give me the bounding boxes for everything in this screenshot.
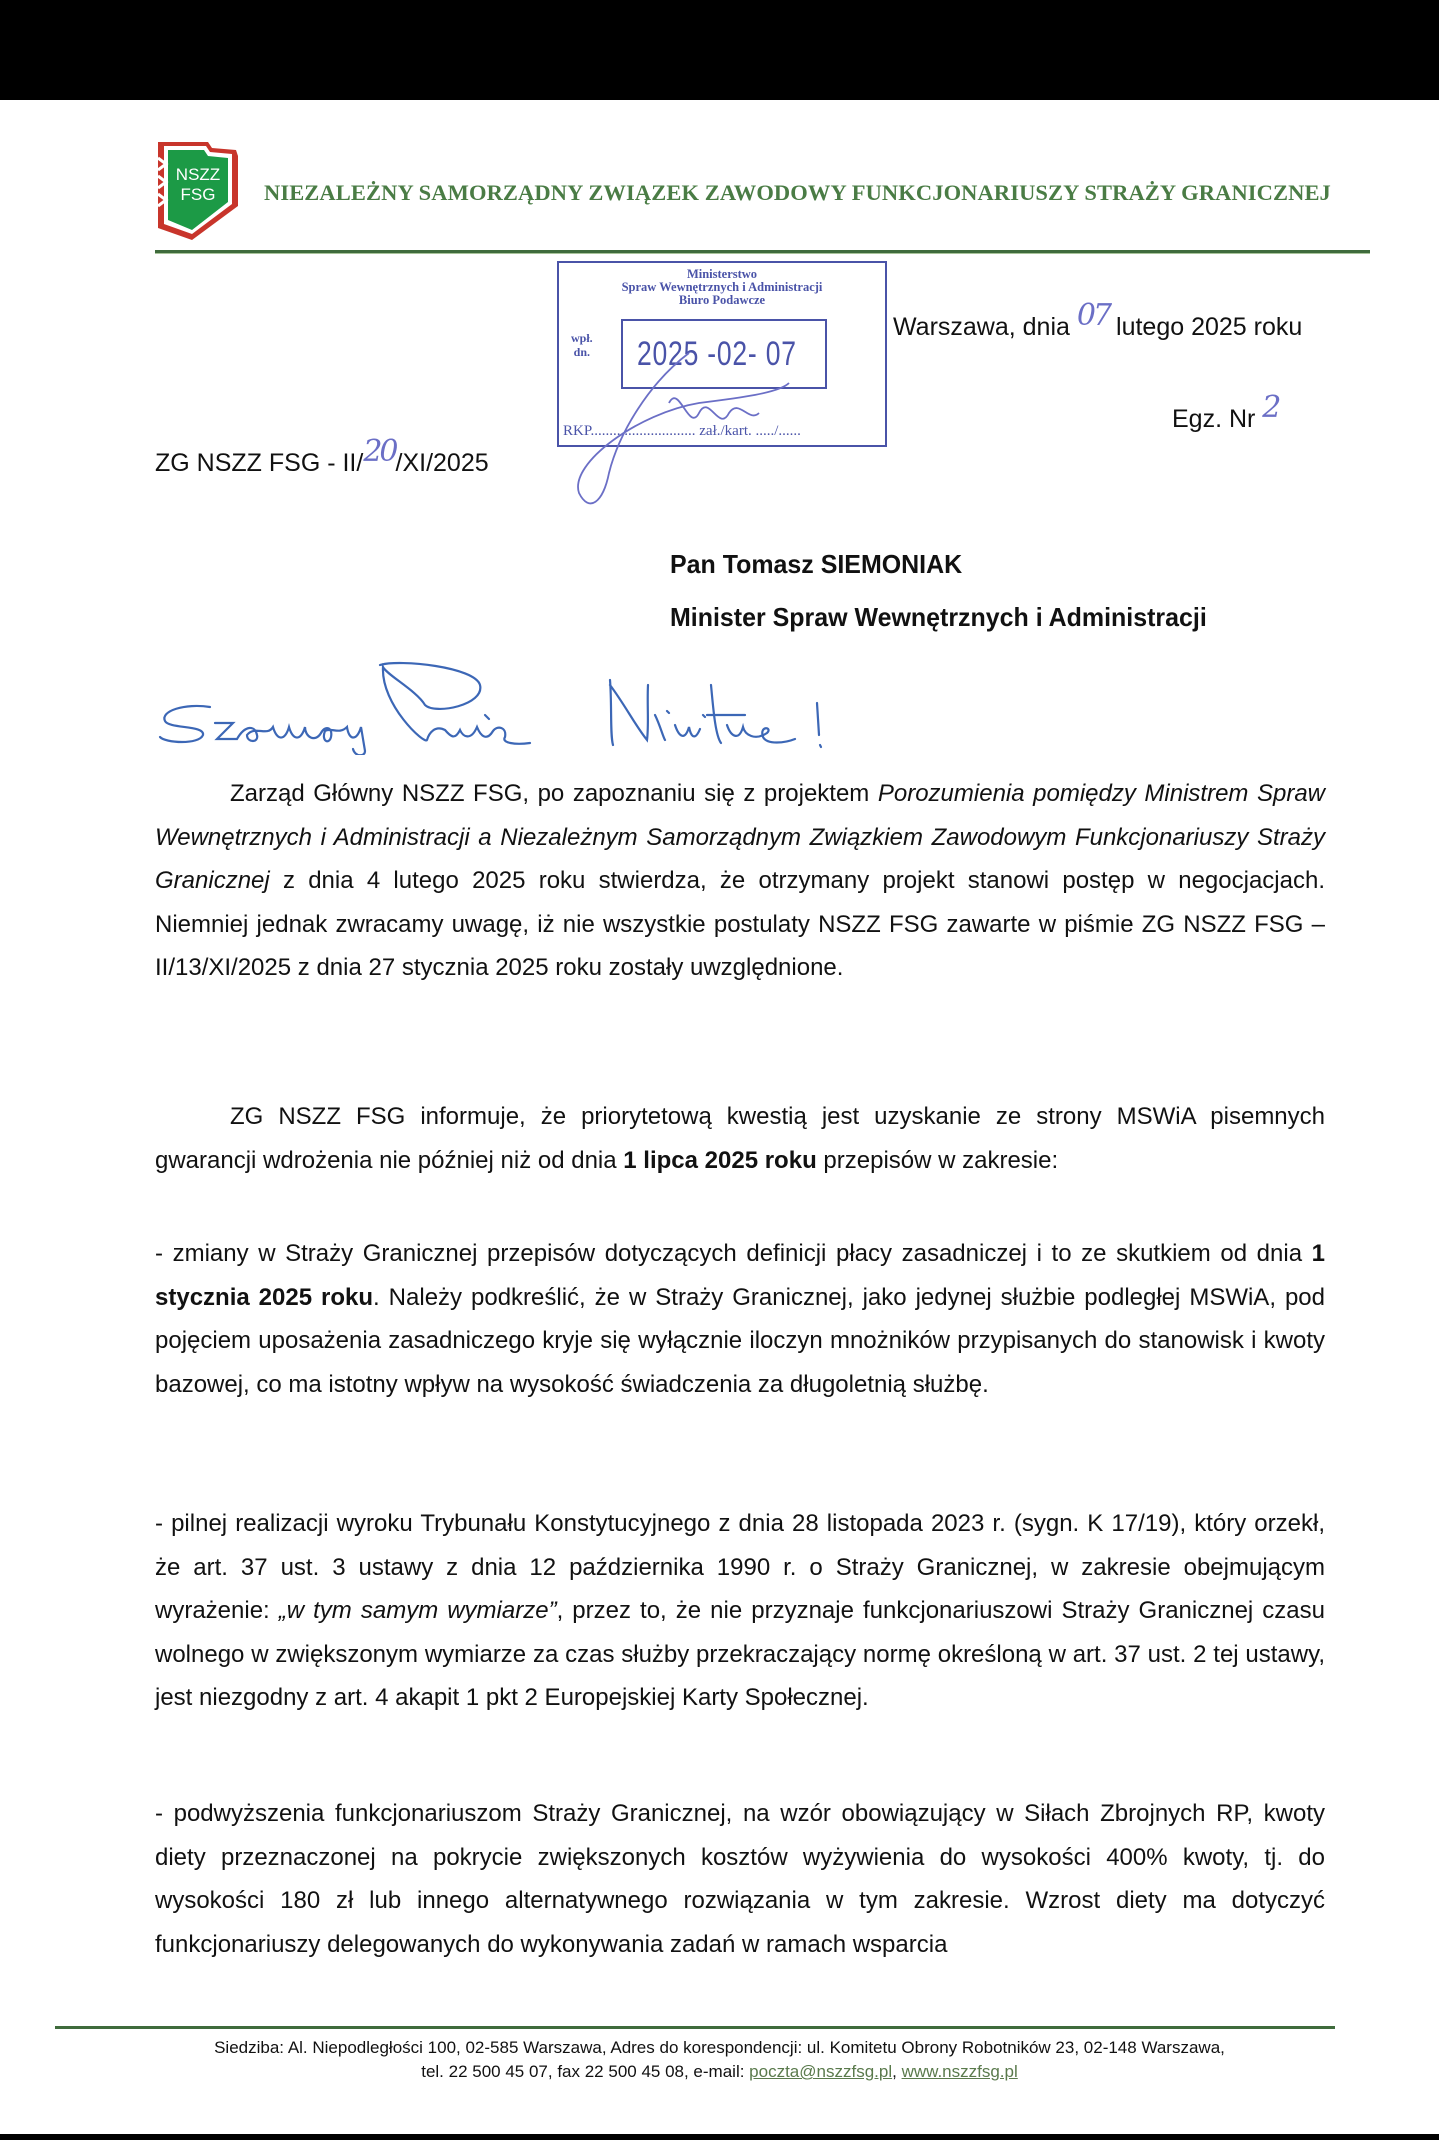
svg-text:NSZZ: NSZZ <box>175 165 221 184</box>
place-and-date: Warszawa, dnia 07 lutego 2025 roku <box>893 298 1303 341</box>
copy-number: Egz. Nr 2 <box>1172 390 1279 433</box>
reference-number: ZG NSZZ FSG - II/20/XI/2025 <box>155 434 489 477</box>
handwritten-ref-number: 20 <box>363 434 396 469</box>
paragraph-point-salary-definition: - zmiany w Straży Granicznej przepisów dotyczących definicji płacy zasadniczej i to ze skutkiem od dnia 1 stycznia 2025 roku. Należy podkreślić, że w Straży Granicznej, jako jedynej służbie podległej MSWiA, pod pojęciem uposażenia zasadniczego kryje się wyłącznie iloczyn mnożników przypisanych do stanowisk i kwoty bazowej, co ma istotny wpływ na wysokość świadczenia za długoletnią służbę. <box>155 1240 1325 1398</box>
nszz-fsg-logo-icon <box>152 138 248 244</box>
scan-bottom-border <box>0 2134 1439 2140</box>
paragraph-point-tribunal-ruling: - pilnej realizacji wyroku Trybunału Konstytucyjnego z dnia 28 listopada 2023 r. (sygn. K 17/19), który orzekł, że art. 37 ust. 3 ustawy z dnia 12 października 1990 r. o Straży Granicznej, w zakresie obejmującym wyrażenie: „w tym samym wymiarze”, przez to, że nie przyznaje funkcjonariuszowi Straży Granicznej czasu wolnego w zwiększonym wymiarze za czas służby przekraczający normę określoną w art. 37 ust. 2 tej ustawy, jest niezgodny z art. 4 akapit 1 pkt 2 Europejskiej Karty Społecznej. <box>155 1510 1325 1711</box>
handwritten-salutation <box>155 645 1155 755</box>
paragraph-intro: Zarząd Główny NSZZ FSG, po zapoznaniu się z projektem Porozumienia pomiędzy Ministrem Spraw Wewnętrznych i Administracji a Niezależnym Samorządnym Związkiem Zawodowym Funkcjonariuszy Straży Granicznej z dnia 4 lutego 2025 roku stwierdza, że otrzymany projekt stanowi postęp w negocjacjach. Niemniej jednak zwracamy uwagę, iż nie wszystkie postulaty NSZZ FSG zawarte w piśmie ZG NSZZ FSG – II/13/XI/2025 z dnia 27 stycznia 2025 roku zostały uwzględnione. <box>155 780 1325 981</box>
stamp-ministry: Ministerstwo <box>686 267 758 281</box>
receipt-stamp <box>557 261 887 447</box>
scan-top-border <box>0 0 1439 100</box>
addressee-block <box>670 538 1207 644</box>
stamp-signature-icon <box>579 343 819 503</box>
stamp-office: Biuro Podawcze <box>678 293 766 307</box>
footer-contact: tel. 22 500 45 07, fax 22 500 45 08, e-mail: poczta@nszzfsg.pl, www.nszzfsg.pl <box>421 2062 1018 2081</box>
stamp-rkp-line: RKP............................ zał./kart. ...../...... <box>563 423 801 439</box>
footer-divider <box>55 2026 1335 2029</box>
handwritten-day: 07 <box>1076 298 1110 333</box>
letterhead-divider <box>155 250 1370 254</box>
handwritten-copy-number: 2 <box>1262 390 1279 425</box>
stamp-ministry-name: Spraw Wewnętrznych i Administracji <box>621 280 823 294</box>
paragraph-point-diet-increase: - podwyższenia funkcjonariuszom Straży Granicznej, na wzór obowiązujący w Siłach Zbrojnych RP, kwoty diety przeznaczonej na pokrycie zwiększonych kosztów wyżywienia do wysokości 400% kwoty, tj. do wysokości 180 zł lub innego alternatywnego rozwiązania w tym zakresie. Wzrost diety ma dotyczyć funkcjonariuszy delegowanych do wykonywania zadań w ramach wsparcia <box>155 1800 1325 1958</box>
svg-text:FSG: FSG <box>180 185 216 204</box>
footer-address: Siedziba: Al. Niepodległości 100, 02-585 Warszawa, Adres do korespondencji: ul. Komitetu Obrony Robotników 23, 02-148 Warszawa, <box>214 2038 1225 2057</box>
organization-name: NIEZALEŻNY SAMORZĄDNY ZWIĄZEK ZAWODOWY FUNKCJONARIUSZY STRAŻY GRANICZNEJ <box>264 180 1331 205</box>
website-link[interactable]: www.nszzfsg.pl <box>901 2062 1018 2081</box>
addressee-title: Minister Spraw Wewnętrznych i Administracji <box>670 602 1207 632</box>
stamp-date: 2025 -02- 07 <box>637 335 797 373</box>
paragraph-priority: ZG NSZZ FSG informuje, że priorytetową kwestią jest uzyskanie ze strony MSWiA pisemnych gwarancji wdrożenia nie później niż od dnia 1 lipca 2025 roku przepisów w zakresie: <box>155 1103 1325 1174</box>
email-link[interactable]: poczta@nszzfsg.pl <box>749 2062 893 2081</box>
addressee-name: Pan Tomasz SIEMONIAK <box>670 549 963 579</box>
stamp-received-label: wpł. dn. <box>571 331 593 359</box>
